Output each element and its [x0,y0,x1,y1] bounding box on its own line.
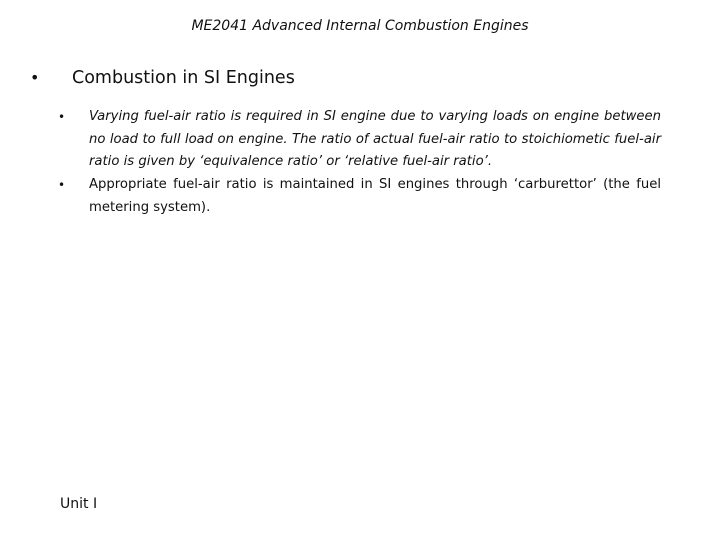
list-item-text: Varying fuel-air ratio is required in SI engine due to varying loads on engine between no load to full load on engine. The ratio of actual fuel-air ratio to stoichiometic fuel-air ratio is given by ‘equivalence ratio’ or ‘relative fuel-air ratio’. [89,109,661,170]
section-heading [30,67,295,89]
section-heading-text: Combustion in SI Engines [72,68,295,88]
bullet-icon: • [30,68,40,87]
sub-bullet-list [58,106,661,220]
footer-label: Unit I [60,496,98,512]
slide-header: ME2041 Advanced Internal Combustion Engines [191,18,529,34]
bullet-icon: • [58,110,66,124]
bullet-icon: • [58,178,66,193]
list-item [58,106,661,174]
list-item [58,174,661,219]
list-item-text: Appropriate fuel-air ratio is maintained in SI engines through ‘carburettor’ (the fuel metering system). [89,177,661,215]
